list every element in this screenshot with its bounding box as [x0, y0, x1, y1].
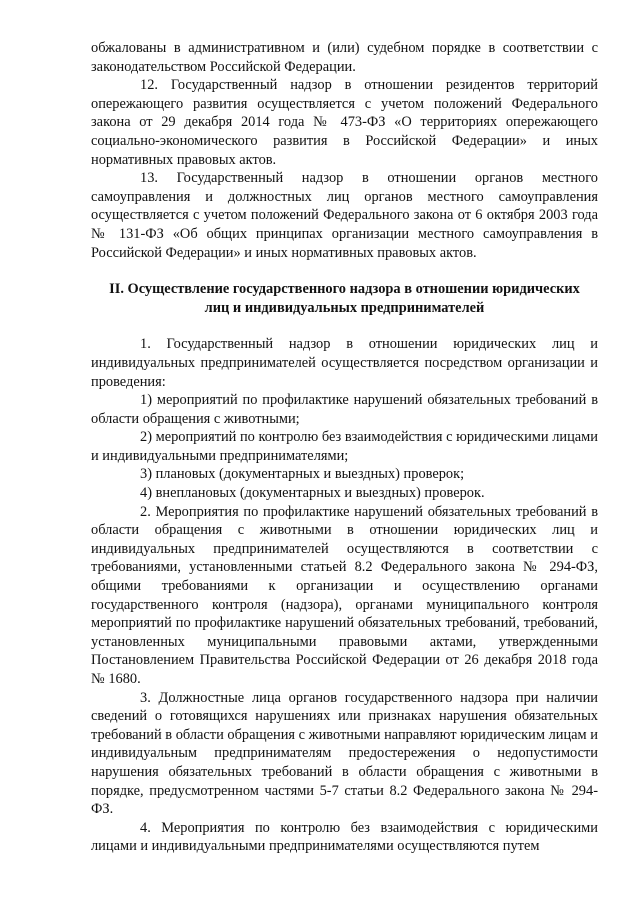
section-heading-line2: лиц и индивидуальных предпринимателей: [204, 299, 485, 316]
document-page: [91, 39, 598, 856]
paragraph-12: 12. Государственный надзор в отношении резидентов территорий опережающего развития осуществляется с учетом положений Федерального закона от 29 декабря 2014 года № 473-ФЗ «О территориях опережающего социально-экономического развития в Российской Федерации» и иных нормативных правовых актов.: [91, 77, 598, 168]
list-item-2: 2) мероприятий по контролю без взаимодействия с юридическими лицами и индивидуальными предпринимателями;: [91, 429, 598, 464]
section-heading-line1: II. Осуществление государственного надзора в отношении юридических: [109, 281, 580, 298]
paragraph-3: 3. Должностные лица органов государственного надзора при наличии сведений о готовящихся нарушениях или признаках нарушения обязательных требований в области обращения с животными направляют юридическим лицам и индивидуальным предпринимателям предостережения о недопустимости нарушения обязательных требований в области обращения с животными в порядке, предусмотренном частями 5-7 статьи 8.2 Федерального закона № 294-ФЗ.: [91, 689, 598, 818]
paragraph-4: 4. Мероприятия по контролю без взаимодействия с юридическими лицами и индивидуальными предпринимателями осуществляются путем: [91, 819, 598, 855]
list-item-1: 1) мероприятий по профилактике нарушений обязательных требований в области обращения с животными;: [91, 392, 598, 427]
paragraph-continuation: обжалованы в административном и (или) судебном порядке в соответствии с законодательством Российской Федерации.: [91, 40, 598, 75]
list-item-3: 3) плановых (документарных и выездных) проверок;: [140, 466, 465, 483]
section-heading: [91, 280, 598, 317]
paragraph-1: 1. Государственный надзор в отношении юридических лиц и индивидуальных предпринимателей осуществляется посредством организации и проведения:: [91, 336, 598, 390]
list-item-4: 4) внеплановых (документарных и выездных) проверок.: [140, 485, 485, 502]
paragraph-2: 2. Мероприятия по профилактике нарушений обязательных требований в области обращения с животными в отношении юридических лиц и индивидуальных предпринимателей осуществляются в соответствии с требованиями, установленными статьей 8.2 Федерального закона № 294-ФЗ, общими требованиями к организации и осуществлению органами государственного контроля (надзора), органами муниципального контроля мероприятий по профилактике нарушений обязательных требований, требований, установленных муниципальными правовыми актами, утвержденными Постановлением Правительства Российской Федерации от 26 декабря 2018 года № 1680.: [91, 503, 598, 687]
paragraph-13: 13. Государственный надзор в отношении органов местного самоуправления и должностных лиц органов местного самоуправления осуществляется с учетом положений Федерального закона от 6 октября 2003 года № 131-ФЗ «Об общих принципах организации местного самоуправления в Российской Федерации» и иных нормативных правовых актов.: [91, 170, 598, 261]
